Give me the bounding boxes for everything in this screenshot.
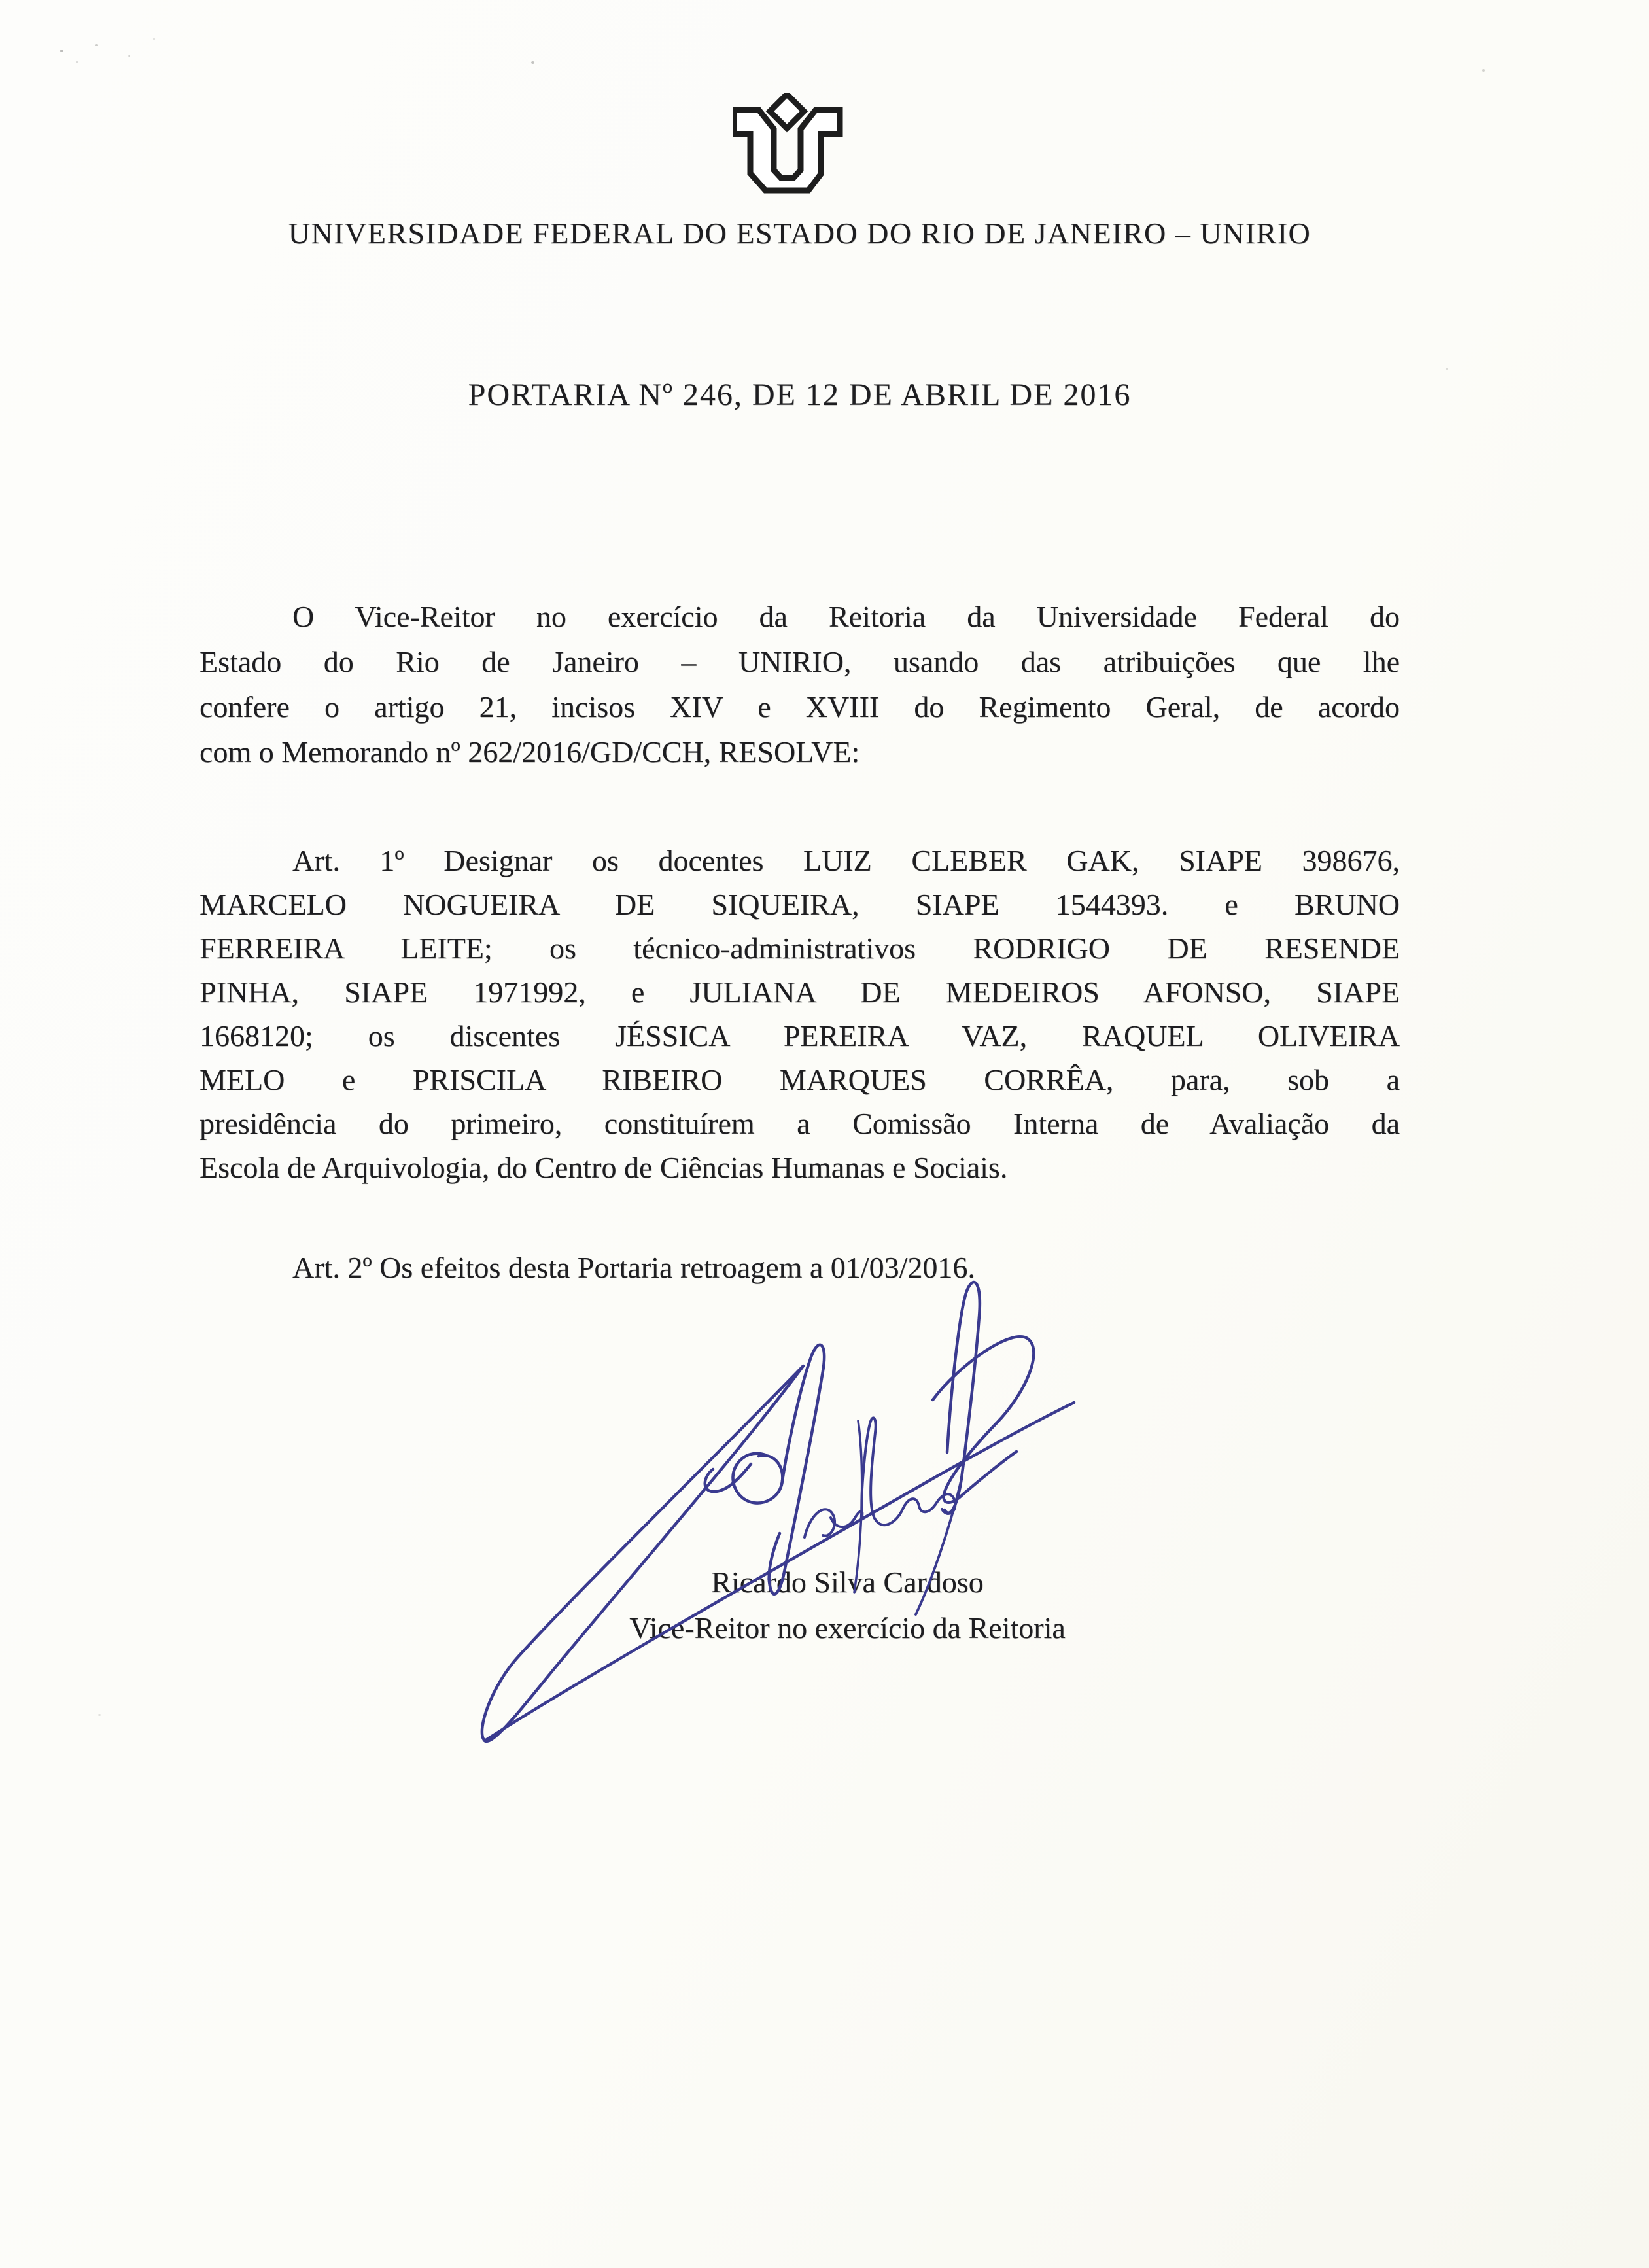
unirio-logo-icon: [733, 93, 844, 196]
scan-speck: [153, 38, 155, 40]
scan-speck: [76, 61, 78, 63]
body-line: MARCELO NOGUEIRA DE SIQUEIRA, SIAPE 1544393. e BRUNO: [200, 888, 1400, 921]
body-line: 1668120; os discentes JÉSSICA PEREIRA VAZ, RAQUEL OLIVEIRA: [200, 1019, 1400, 1053]
body-line: Art. 1º Designar os docentes LUIZ CLEBER GAK, SIAPE 398676,: [292, 844, 1400, 877]
body-line: MELO e PRISCILA RIBEIRO MARQUES CORRÊA, para, sob a: [200, 1063, 1400, 1096]
portaria-title: PORTARIA Nº 246, DE 12 DE ABRIL DE 2016: [468, 377, 1132, 412]
body-line: presidência do primeiro, constituírem a Comissão Interna de Avaliação da: [200, 1107, 1400, 1140]
paragraph-preamble: [200, 594, 1400, 775]
body-line: Escola de Arquivologia, do Centro de Ciências Humanas e Sociais.: [200, 1151, 1008, 1184]
body-line: Estado do Rio de Janeiro – UNIRIO, usando das atribuições que lhe: [200, 645, 1400, 678]
scan-speck: [60, 50, 63, 52]
scan-speck: [1482, 69, 1485, 72]
institution-name: UNIVERSIDADE FEDERAL DO ESTADO DO RIO DE JANEIRO – UNIRIO: [288, 217, 1311, 250]
body-line: Art. 2º Os efeitos desta Portaria retroagem a 01/03/2016.: [292, 1251, 975, 1284]
scan-speck: [98, 1714, 101, 1716]
body-line: FERREIRA LEITE; os técnico-administrativos RODRIGO DE RESENDE: [200, 932, 1400, 965]
body-line: com o Memorando nº 262/2016/GD/CCH, RESOLVE:: [200, 735, 860, 769]
scan-speck: [531, 61, 534, 64]
paragraph-article-1: [200, 839, 1400, 1189]
signature-ink: [445, 1263, 1125, 1786]
scan-speck: [1446, 368, 1448, 370]
signatory-role: Vice-Reitor no exercício da Reitoria: [629, 1611, 1066, 1645]
signatory-name: Ricardo Silva Cardoso: [711, 1565, 984, 1599]
body-line: O Vice-Reitor no exercício da Reitoria da Universidade Federal do: [292, 600, 1400, 633]
scan-speck: [95, 44, 98, 46]
scan-speck: [128, 55, 130, 57]
body-line: confere o artigo 21, incisos XIV e XVIII do Regimento Geral, de acordo: [200, 690, 1400, 724]
body-line: PINHA, SIAPE 1971992, e JULIANA DE MEDEIROS AFONSO, SIAPE: [200, 975, 1400, 1009]
